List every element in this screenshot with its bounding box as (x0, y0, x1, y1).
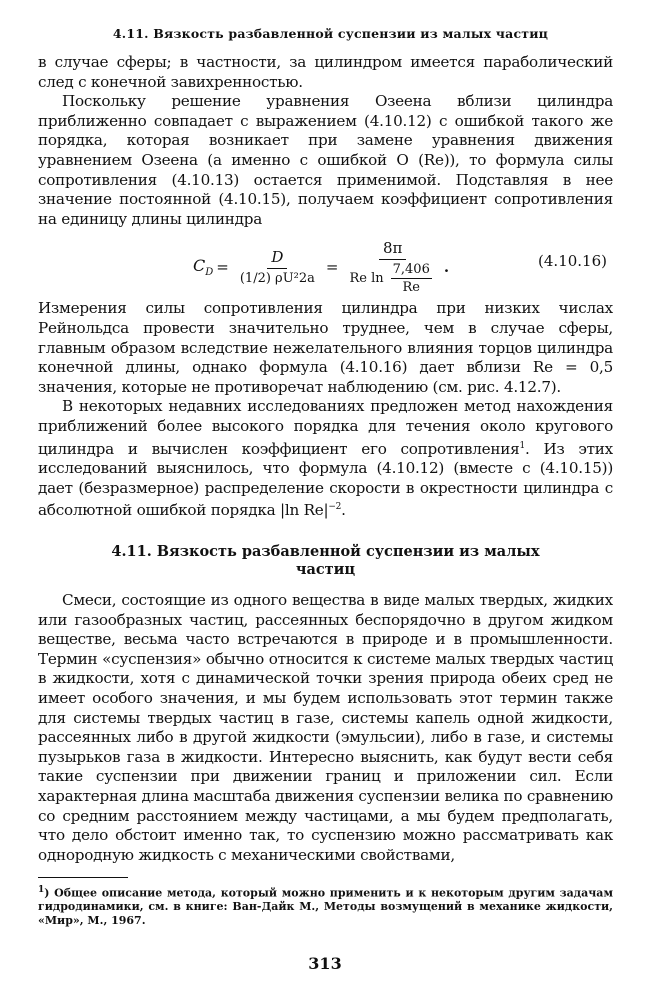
footnote (38, 884, 613, 927)
drag-coefficient-symbol: $C_D$ (193, 256, 214, 279)
paragraph-higher-order: В некоторых недавних исследованиях предложен метод нахождения приближений более высокого порядка для течения около кругового цилиндра и вычислен коэффициент его сопротивления$^1$. Из этих исследований выяснилось, что формула (4.10.12) (вместе с (4.10.15)) дает (безразмерное) распределение скорости в окрестности цилиндра с абсолютной ошибкой порядка |ln $Re|^{-2}$. (38, 397, 613, 520)
equals-sign-second: = (325, 258, 339, 277)
running-head: 4.11. Вязкость разбавленной суспензии из малых частиц (112, 26, 549, 41)
inner-fraction-denominator: Re (402, 280, 420, 296)
paragraph-continuation: в случае сферы; в частности, за цилиндром имеется параболический след с конечной завихренностью. (38, 53, 613, 91)
equation-period: . (443, 258, 450, 277)
paragraph-oseen: Поскольку решение уравнения Озеена вблизи цилиндра приближенно совпадает с выражением (4.10.12) с ошибкой такого же порядка, которая возникает при замене уравнения движения уравнением Озеена (а именно с ошибкой O (Re)), то формула силы сопротивления (4.10.13) остается применимой. Подставляя в нее значение постоянной (4.10.15), получаем коэффициент сопротивления на единицу длины цилиндра (38, 92, 613, 228)
fraction-first-denominator: (1/2) ρU²2a (239, 271, 315, 287)
equals-sign: = (216, 258, 229, 277)
section-heading: 4.11. Вязкость разбавленной суспензии из малых частиц (111, 543, 540, 578)
paragraph-suspensions: Смеси, состоящие из одного вещества в виде малых твердых, жидких или газообразных частиц, рассеянных беспорядочно в другом жидком веществе, весьма часто встречаются в природе и в промышленности. Термин «суспензия» обычно относится к системе малых твердых частиц в жидкости, хотя с динамической точки зрения природа обеих сред не имеет особого значения, и мы будем использовать этот термин также для системы твердых частиц в газе, системы капель одной жидкости, рассеянных либо в другой жидкости (эмульсии), либо в газе, и системы пузырьков газа в жидкости. Интересно выяснить, как будут вести себя такие суспензии при движении границ и приложении сил. Если характерная длина масштаба движения суспензии велика по сравнению со средним расстоянием между частицами, а мы будем предполагать, что дело обстоит именно так, то суспензию можно рассматривать как однородную жидкость с механическими свойствами, (38, 591, 613, 864)
fraction-first-numerator: D (267, 248, 287, 269)
page-body (38, 26, 613, 927)
re-ln-prefix: Re ln (349, 271, 384, 287)
footnote-divider (38, 877, 128, 878)
fraction-second-numerator: 8π (379, 239, 406, 260)
footnote-marker: 1 (38, 885, 45, 896)
fraction-second (345, 239, 439, 295)
equation-body (193, 239, 449, 295)
footnote-ref[interactable]: 1 (519, 440, 525, 451)
fraction-first (236, 248, 319, 286)
paragraph-measurements: Измерения силы сопротивления цилиндра при низких числах Рейнольдса провести значительно труднее, чем в случае сферы, главным образом вследствие нежелательного влияния торцов цилиндра конечной длины, однако формула (4.10.16) дает вблизи Re = 0,5 значения, которые не противоречат наблюдению (см. рис. 4.12.7). (38, 299, 613, 396)
footnote-text: ) Общее описание метода, который можно применить и к некоторым другим задачам гидродинамики, см. в книге: Ван-Дайк М., Методы возмущений в механике жидкости, «Мир», М., 1967. (38, 886, 613, 927)
equation-4-10-16 (38, 235, 613, 295)
fraction-second-denominator (345, 260, 439, 295)
page-number: 313 (308, 954, 342, 973)
inner-fraction-numerator: 7,406 (392, 262, 430, 278)
equation-number: (4.10.16) (538, 252, 607, 271)
inner-fraction (391, 262, 432, 295)
